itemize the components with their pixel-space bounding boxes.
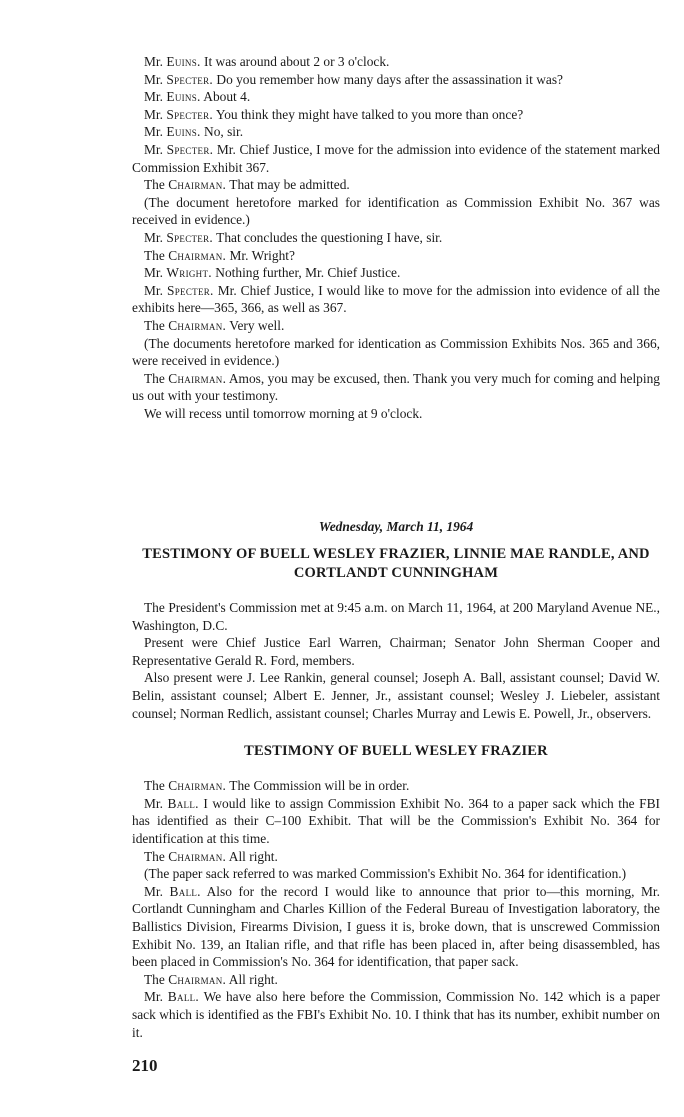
speech-text: No, sir. [200,124,244,140]
speaker-title: Mr. [144,795,163,811]
speech-text: We have also here before the Commission, Commission No. 142 which is a paper sack which is identified as the FBI's Exhibit No. 10. I think that has its number, exhibit number on it. [132,989,660,1040]
speaker-title: Mr. [144,883,163,899]
transcript-paragraph [132,883,660,971]
speaker-title: Mr. [144,124,163,140]
transcript-paragraph [132,229,660,247]
speaker-title: Mr. [144,89,163,105]
transcript-paragraph [132,264,660,282]
speech-text: That may be admitted. [226,177,350,193]
speech-text: (The document heretofore marked for identification as Commission Exhibit No. 367 was received in evidence.) [132,194,660,228]
speech-text: That concludes the questioning I have, sir. [213,229,443,245]
testimony-subtitle: TESTIMONY OF BUELL WESLEY FRAZIER [244,743,548,760]
speech-text: (The documents heretofore marked for identication as Commission Exhibits Nos. 365 and 366, were received in evidence.) [132,335,660,369]
speaker-name: Chairman. [168,971,227,987]
speaker-title: The [144,370,165,386]
intro-paragraph: Also present were J. Lee Rankin, general counsel; Joseph A. Ball, assistant counsel; David W. Belin, assistant counsel; Albert E. Jenner, Jr., assistant counsel; Wesley J. Liebeler, assistant counsel; Norman Redlich, assistant counsel; Charles Murray and Lewis E. Powell, Jr., observers. [132,670,660,721]
session-date: Wednesday, March 11, 1964 [318,519,474,535]
transcript-part-1 [132,53,660,422]
transcript-paragraph [132,777,660,795]
speaker-name: Chairman. [168,247,227,263]
speaker-name: Specter. [167,282,214,298]
speaker-name: Ball. [167,989,200,1005]
speech-text: Very well. [226,317,285,333]
speech-text: Mr. Wright? [226,247,295,263]
speech-text: About 4. [200,89,251,105]
speaker-name: Chairman. [168,778,227,794]
speech-text: I would like to assign Commission Exhibit No. 364 to a paper sack which the FBI has identified as their C–100 Exhibit. That will be the Commission's Exhibit No. 364 for identification at this time. [132,795,661,846]
transcript-paragraph [132,370,660,405]
speaker-title: The [144,177,165,193]
speaker-title: The [144,778,165,794]
transcript-paragraph [132,88,660,106]
speaker-title: Mr. [144,71,163,87]
transcript-paragraph [132,141,660,176]
transcript-paragraph [132,106,660,124]
transcript-paragraph [132,176,660,194]
speech-text: The Commission will be in order. [226,778,410,794]
speaker-name: Chairman. [168,848,227,864]
speaker-name: Specter. [166,71,214,87]
transcript-paragraph [132,988,660,1041]
speaker-name: Chairman. [168,177,227,193]
speech-text: Also for the record I would like to announce that prior to—this morning, Mr. Cortlandt Cunningham and Charles Killion of the Federal Bureau of Investigation laboratory, the Ballistics Division, Firearms Division, I guess it is, broke down, that is unscrewed Commission Exhibit No. 139, an Italian rifle, and that rifle has been placed in, after being disassembled, has been placed in Commission's No. 364 for identification, that paper sack. [132,883,660,970]
speaker-name: Wright. [166,265,212,281]
transcript-paragraph [132,247,660,265]
speaker-title: The [144,848,165,864]
session-intro [132,599,660,722]
speaker-title: The [144,971,165,987]
transcript-paragraph [132,971,660,989]
speech-text: You think they might have talked to you more than once? [213,106,524,122]
speaker-name: Ball. [167,795,199,811]
transcript-paragraph [132,282,660,317]
transcript-part-3 [132,777,660,1041]
speaker-title: Mr. [144,54,163,69]
testimony-title: TESTIMONY OF BUELL WESLEY FRAZIER, LINNIE MAE RANDLE, AND CORTLANDT CUNNINGHAM [142,546,650,582]
transcript-paragraph [132,848,660,866]
speaker-name: Chairman. [168,370,227,386]
transcript-paragraph [132,795,660,848]
transcript-paragraph [132,317,660,335]
transcript-paragraph [132,53,660,71]
speaker-name: Euins. [166,124,201,140]
speaker-title: The [144,317,165,333]
transcript-paragraph [132,123,660,141]
intro-paragraph: The President's Commission met at 9:45 a.m. on March 11, 1964, at 200 Maryland Avenue NE., Washington, D.C. [132,600,660,633]
speaker-name: Specter. [166,141,214,157]
speech-text: It was around about 2 or 3 o'clock. [200,54,390,69]
transcript-paragraph [132,71,660,89]
speaker-title: Mr. [144,106,163,122]
speaker-name: Specter. [166,229,214,245]
speaker-name: Specter. [166,106,214,122]
speech-text: Mr. Chief Justice, I would like to move for the admission into evidence of all the exhibits here—365, 366, as well as 367. [132,282,660,316]
speech-text: All right. [226,848,278,864]
speaker-name: Chairman. [168,317,227,333]
speaker-name: Euins. [166,54,201,69]
intro-paragraph: Present were Chief Justice Earl Warren, Chairman; Senator John Sherman Cooper and Representative Gerald R. Ford, members. [132,635,660,668]
speaker-title: The [144,247,165,263]
transcript-paragraph [132,194,660,229]
page-number: 210 [132,1056,158,1076]
transcript-paragraph [132,865,660,883]
speaker-title: Mr. [144,989,163,1005]
transcript-paragraph [132,335,660,370]
speech-text: Nothing further, Mr. Chief Justice. [211,265,401,281]
speaker-title: Mr. [144,229,163,245]
speaker-title: Mr. [144,141,163,157]
speaker-title: Mr. [144,265,163,281]
speech-text: Mr. Chief Justice, I move for the admission into evidence of the statement marked Commission Exhibit 367. [132,141,660,175]
speech-text: We will recess until tomorrow morning at 9 o'clock. [144,405,423,421]
speech-text: Amos, you may be excused, then. Thank you very much for coming and helping us out with your testimony. [132,370,660,404]
speaker-name: Euins. [166,89,201,105]
speaker-title: Mr. [144,282,163,298]
transcript-paragraph [132,405,660,423]
speech-text: All right. [226,971,278,987]
speech-text: (The paper sack referred to was marked Commission's Exhibit No. 364 for identification.) [144,866,627,882]
speaker-name: Ball. [169,883,201,899]
speech-text: Do you remember how many days after the assassination it was? [213,71,563,87]
